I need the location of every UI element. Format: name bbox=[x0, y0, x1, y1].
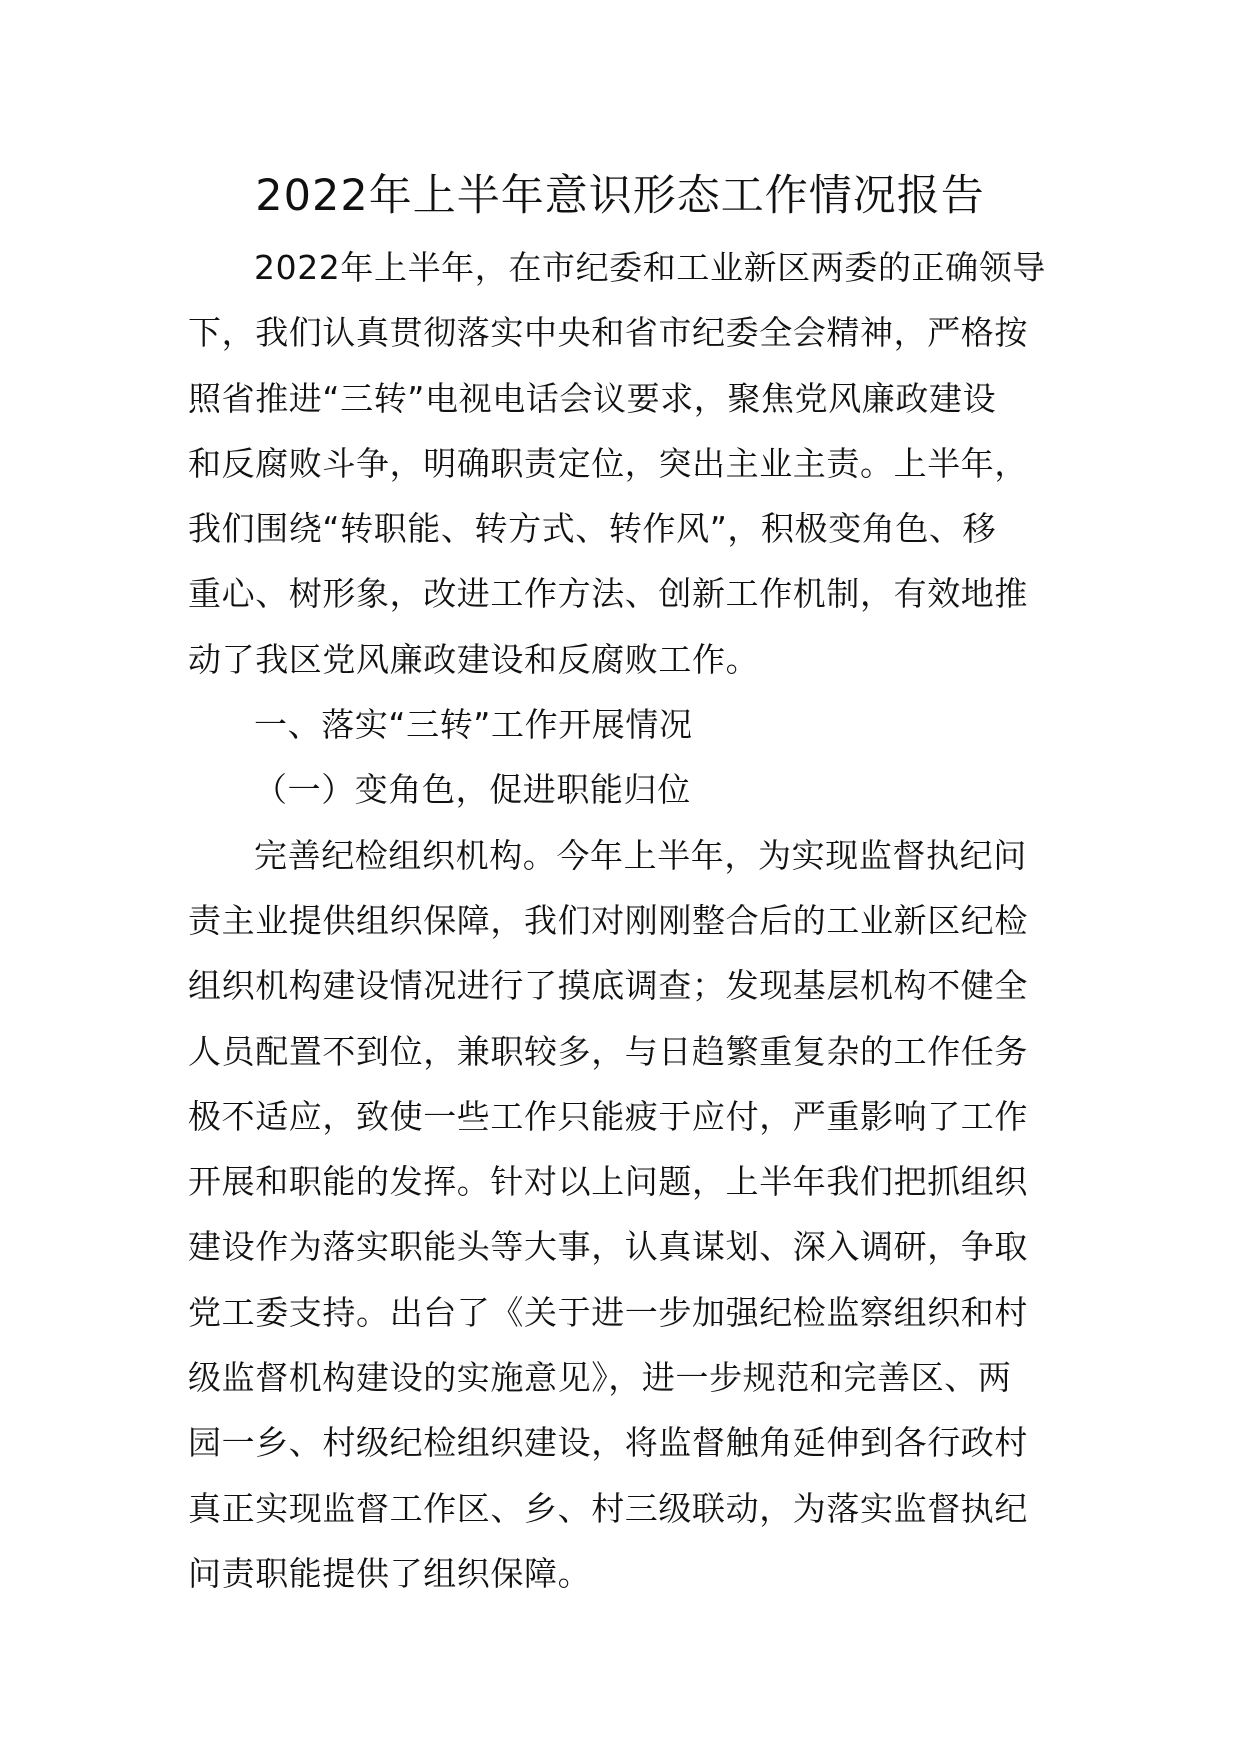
paragraph-line: 问责职能提供了组织保障。 bbox=[188, 1553, 592, 1593]
paragraph-line: 我们围绕“转职能、转方式、转作风”，积极变角色、移 bbox=[188, 509, 997, 549]
document-body bbox=[188, 235, 1068, 1606]
paragraph-line: 党工委支持。出台了《关于进一步加强纪检监察组织和村 bbox=[188, 1292, 1028, 1332]
document-title: 2022年上半年意识形态工作情况报告 bbox=[255, 171, 985, 221]
paragraph-line: 重心、树形象，改进工作方法、创新工作机制，有效地推 bbox=[188, 574, 1028, 614]
paragraph-line: 极不适应，致使一些工作只能疲于应付，严重影响了工作 bbox=[188, 1096, 1028, 1136]
paragraph-line: 下，我们认真贯彻落实中央和省市纪委全会精神，严格按 bbox=[188, 313, 1028, 353]
paragraph-line: 人员配置不到位，兼职较多，与日趋繁重复杂的工作任务 bbox=[188, 1031, 1028, 1071]
paragraph-line: 级监督机构建设的实施意见》，进一步规范和完善区、两 bbox=[188, 1358, 1012, 1398]
paragraph-line: 和反腐败斗争，明确职责定位，突出主业主责。上半年， bbox=[188, 443, 1028, 483]
paragraph-line: 照省推进“三转”电视电话会议要求，聚焦党风廉政建设 bbox=[188, 378, 997, 418]
paragraph-line: 2022年上半年，在市纪委和工业新区两委的正确领导 bbox=[254, 248, 1046, 287]
paragraph-line: 建设作为落实职能头等大事，认真谋划、深入调研，争取 bbox=[188, 1227, 1028, 1267]
paragraph-line: 真正实现监督工作区、乡、村三级联动，为落实监督执纪 bbox=[188, 1488, 1028, 1528]
paragraph-line: 开展和职能的发挥。针对以上问题，上半年我们把抓组织 bbox=[188, 1162, 1028, 1202]
subsection-heading: （一）变角色，促进职能归位 bbox=[254, 770, 691, 810]
paragraph-line: 动了我区党风廉政建设和反腐败工作。 bbox=[188, 639, 760, 679]
section-heading: 一、落实“三转”工作开展情况 bbox=[254, 705, 693, 745]
paragraph-line: 责主业提供组织保障，我们对刚刚整合后的工业新区纪检 bbox=[188, 900, 1028, 940]
paragraph-line: 园一乡、村级纪检组织建设，将监督触角延伸到各行政村 bbox=[188, 1423, 1028, 1463]
paragraph-line: 完善纪检组织机构。今年上半年，为实现监督执纪问 bbox=[254, 835, 1027, 875]
paragraph-line: 组织机构建设情况进行了摸底调查；发现基层机构不健全 bbox=[188, 966, 1028, 1006]
